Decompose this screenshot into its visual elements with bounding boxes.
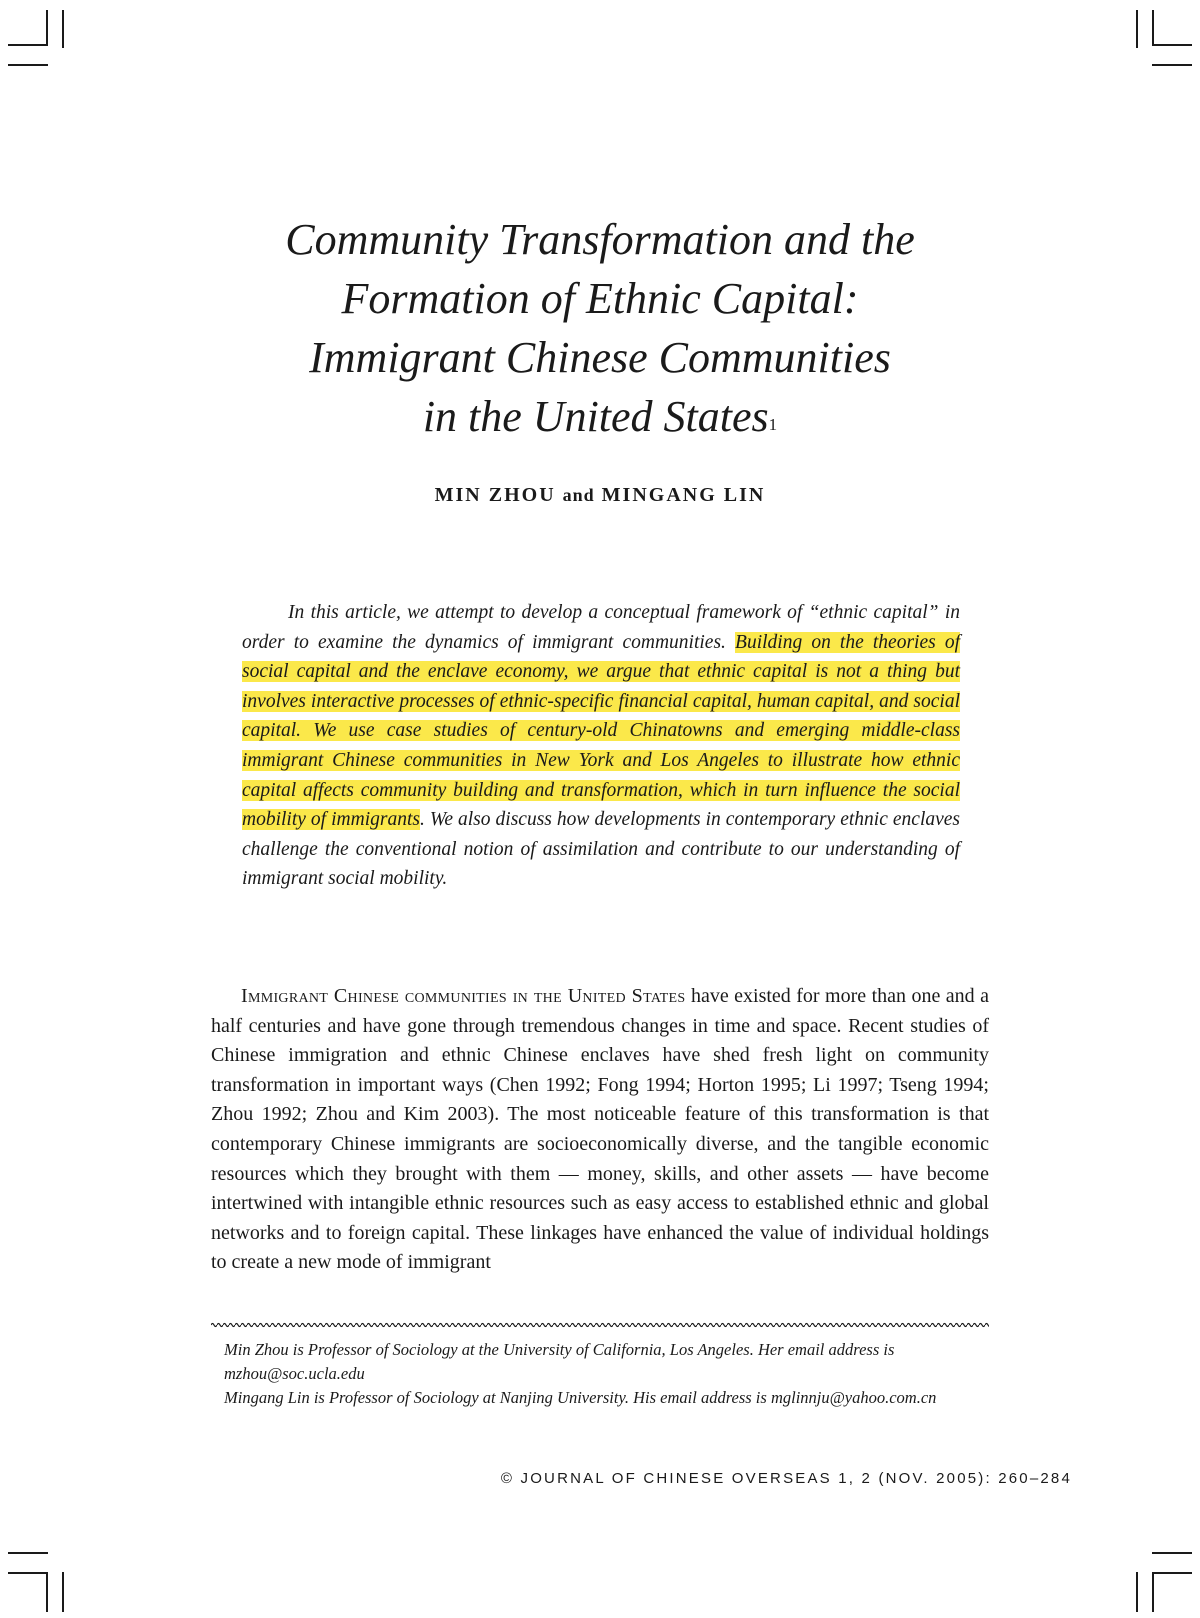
- body-text: have existed for more than one and a half centuries and have gone through tremendous changes in time and space. Recent studies of Chinese immigration and ethnic Chinese enclaves have shed fresh light on community transformation in important ways (Chen 1992; Fong 1994; Horton 1995; Li 1997; Tseng 1994; Zhou 1992; Zhou and Kim 2003). The most noticeable feature of this transformation is that contemporary Chinese immigrants are socioeconomically diverse, and the tangible economic resources which they brought with them — money, skills, and other assets — have become intertwined with intangible ethnic resources such as easy access to established ethnic and global networks and to foreign capital. These linkages have enhanced the value of individual holdings to create a new mode of immigrant: [211, 985, 990, 1274]
- crop-mark-top-right-v1: [1136, 10, 1138, 48]
- abstract-intro: In this article, we attempt to develop a conceptual framework of “ethnic capital” in order to examine the dynamics of immigrant communities.: [242, 602, 960, 653]
- author-second: MINGANG LIN: [601, 484, 766, 506]
- title-line-text: in the United States: [422, 392, 769, 441]
- body-lead-in: Immigrant Chinese communities in the United States: [241, 985, 686, 1007]
- crop-mark-top-right-v2: [1152, 10, 1154, 46]
- crop-mark-top-left-h: [8, 44, 48, 46]
- author-footnotes: [224, 1338, 994, 1410]
- footnote-author-2: Mingang Lin is Professor of Sociology at Nanjing University. His email address is mglinnju@yahoo.com.cn: [224, 1388, 937, 1407]
- crop-mark-top-left-v1: [46, 10, 48, 46]
- footnote-author-1: Min Zhou is Professor of Sociology at the University of California, Los Angeles. Her email address is mzhou@soc.ucla.edu: [224, 1340, 895, 1383]
- abstract-highlighted-passage[interactable]: Building on the theories of social capital and the enclave economy, we argue that ethnic capital is not a thing but involves interactive processes of ethnic-specific financial capital, human capital, and social capital. We use case studies of century-old Chinatowns and emerging middle-class immigrant Chinese communities in New York and Los Angeles to illustrate how ethnic capital affects community building and transformation, which in turn influence the social mobility of immigrants: [242, 631, 960, 831]
- abstract-conclusion: . We also discuss how developments in contemporary ethnic enclaves challenge the conventional notion of assimilation and contribute to our understanding of immigrant social mobility.: [242, 809, 961, 890]
- crop-mark-bottom-right-v2: [1152, 1572, 1154, 1612]
- crop-mark-bottom-left-h2: [8, 1572, 48, 1574]
- title-line: Community Transformation and the: [285, 215, 915, 264]
- crop-mark-top-left-v2: [62, 10, 64, 48]
- crop-mark-bottom-left-h: [8, 1552, 48, 1554]
- crop-mark-bottom-right-h2: [1152, 1572, 1192, 1574]
- title-line: Formation of Ethnic Capital:: [341, 274, 859, 323]
- crop-mark-bottom-left-v1: [46, 1572, 48, 1612]
- crop-mark-bottom-left-v2: [62, 1572, 64, 1612]
- crop-mark-bottom-right-h: [1152, 1552, 1192, 1554]
- crop-mark-top-right-h2: [1152, 64, 1192, 66]
- body-paragraph: [211, 982, 989, 1278]
- article-title: [150, 210, 1050, 446]
- title-line-last: [150, 387, 1050, 446]
- author-conjunction: and: [562, 485, 595, 505]
- title-footnote-mark: 1: [768, 415, 778, 434]
- abstract: [242, 598, 960, 894]
- footnote-divider: [211, 1322, 989, 1328]
- crop-mark-top-right-h: [1152, 44, 1192, 46]
- journal-citation: © JOURNAL OF CHINESE OVERSEAS 1, 2 (NOV. 2005): 260–284: [500, 1470, 1072, 1487]
- crop-mark-bottom-right-v1: [1136, 1572, 1138, 1612]
- title-line: Immigrant Chinese Communities: [309, 333, 891, 382]
- author-first: MIN ZHOU: [434, 484, 556, 506]
- author-line: [200, 484, 1000, 507]
- crop-mark-top-left-h2: [8, 64, 48, 66]
